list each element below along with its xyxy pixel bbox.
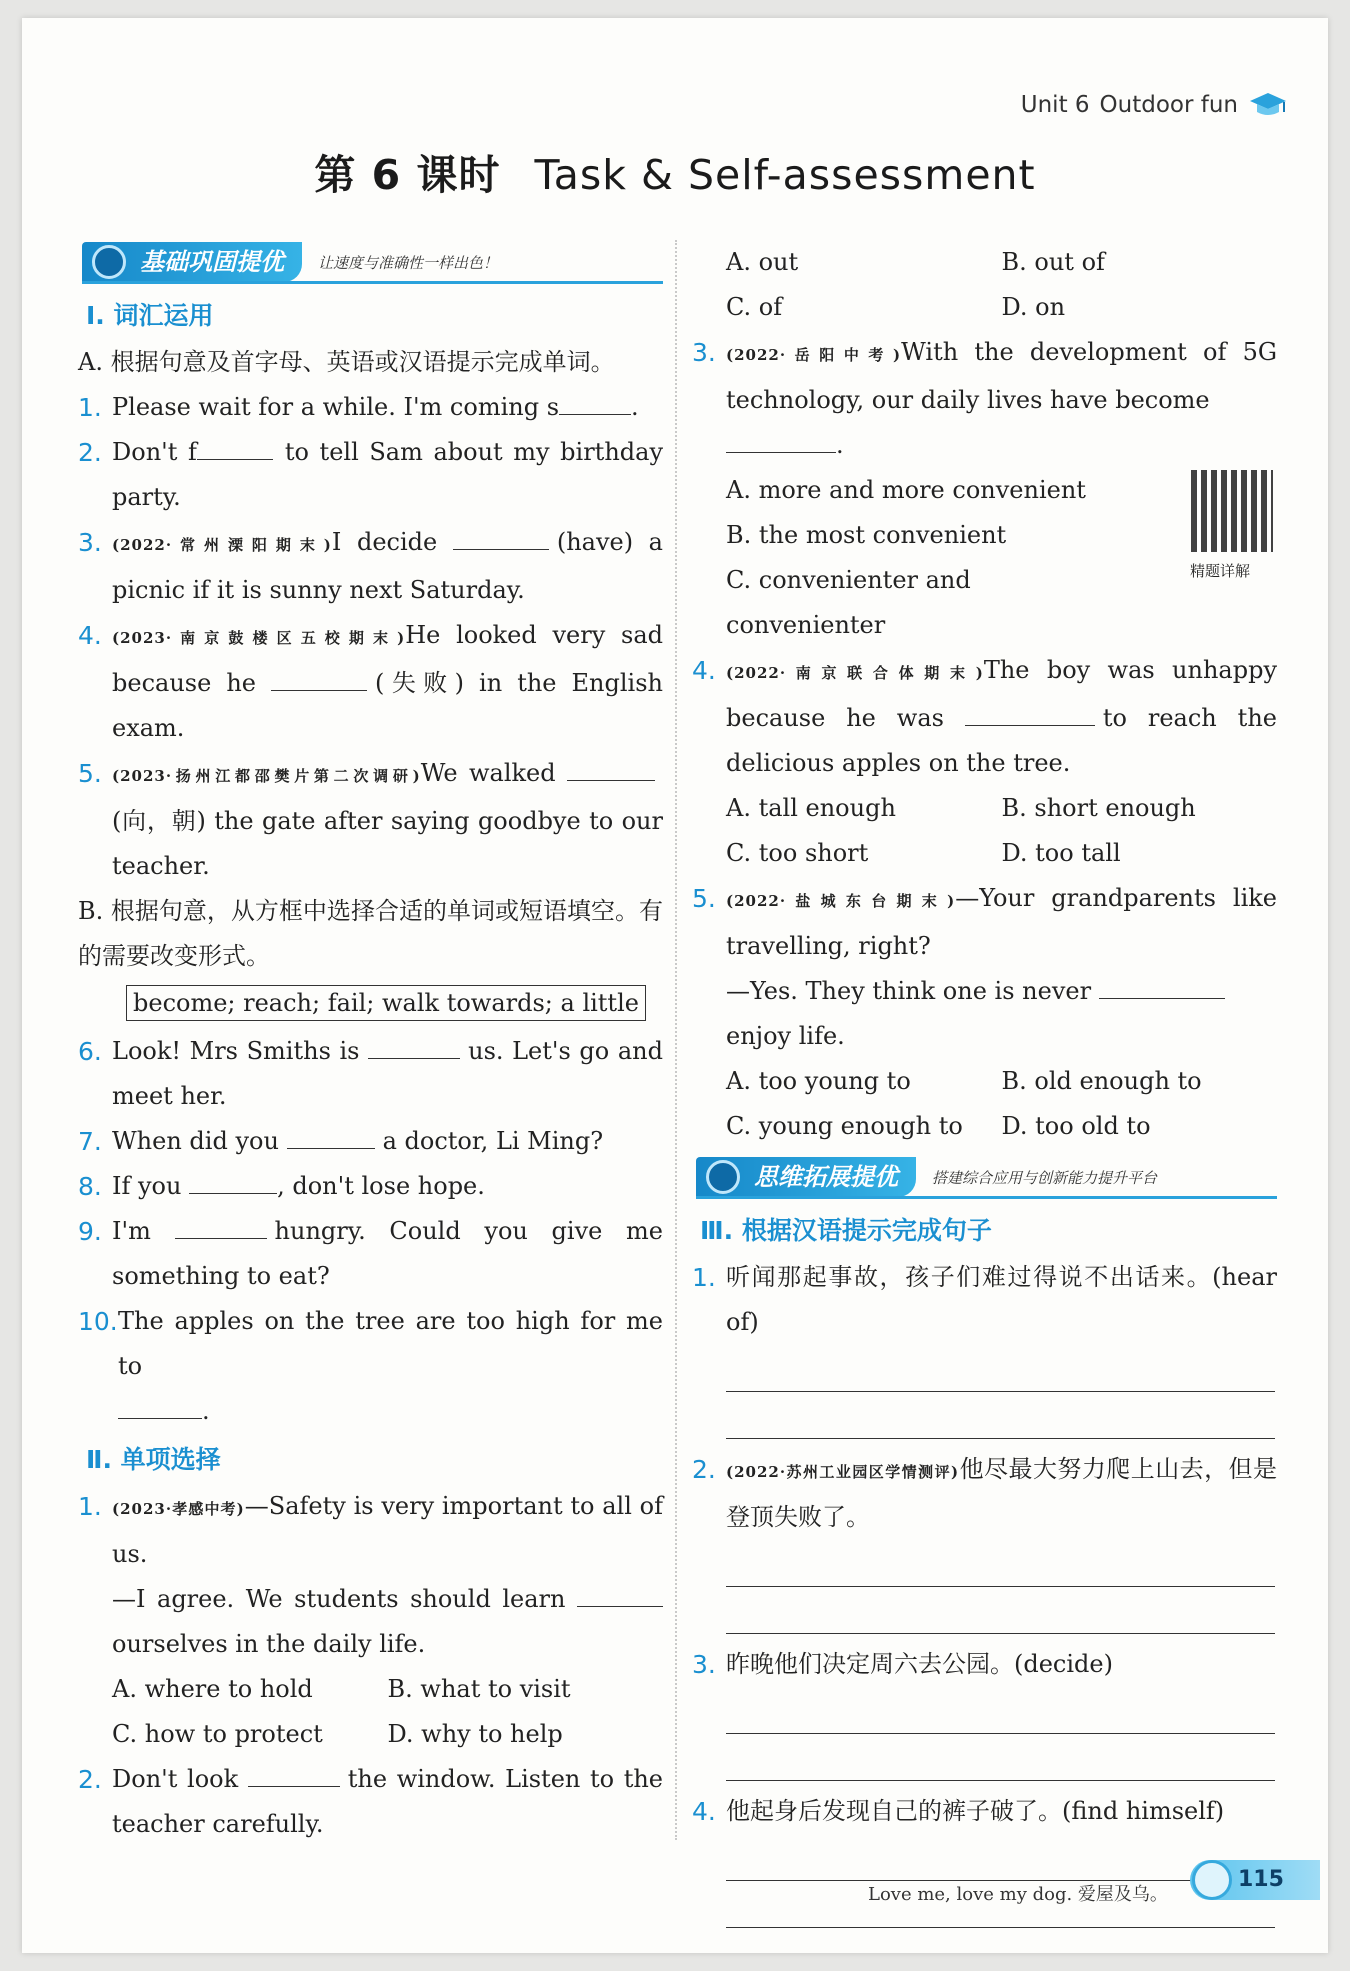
answer-blank[interactable] [559, 389, 631, 415]
mc2-options [692, 240, 1277, 330]
extension-section-banner [696, 1155, 1277, 1199]
answer-blank[interactable] [965, 700, 1095, 726]
answer-blank[interactable] [118, 1393, 202, 1419]
mc-question-5: 5. (2022·盐城东台期末)—Your grandparents like travelling, right? —Yes. They think one is never enjoy life. [692, 884, 1277, 1050]
question-8: 8. If you , don't lose hope. [78, 1164, 663, 1209]
question-1: 1. Please wait for a while. I'm coming s . [78, 385, 663, 430]
answer-blank[interactable] [197, 434, 273, 460]
qr-label: 精题详解 [1190, 562, 1251, 580]
option-c[interactable]: C. too short [726, 839, 869, 867]
section-heading-choice: Ⅱ. 单项选择 [86, 1445, 221, 1474]
mc-question-2: 2. Don't look the window. Listen to the teacher carefully. [78, 1757, 663, 1847]
option-c[interactable]: C. of [726, 293, 783, 321]
option-a[interactable]: A. more and more convenient [726, 476, 1086, 504]
section-heading-vocab: Ⅰ. 词汇运用 [86, 301, 214, 330]
banner-label: 基础巩固提优 [140, 248, 284, 276]
spiral-icon [1192, 1860, 1232, 1900]
answer-blank[interactable] [368, 1033, 460, 1059]
banner-slogan: 让速度与准确性一样出色！ [318, 253, 499, 272]
left-column [78, 240, 663, 1847]
mc-question-3: 3. (2022·岳阳中考)With the development of 5G technology, our daily lives have become . [692, 338, 1278, 459]
option-b[interactable]: B. what to visit [387, 1675, 571, 1703]
banner-slogan: 搭建综合应用与创新能力提升平台 [932, 1168, 1158, 1187]
footer-motto: Love me, love my dog. 爱屋及乌。 [868, 1884, 1168, 1905]
option-d[interactable]: D. on [1001, 293, 1066, 321]
answer-line[interactable] [726, 1540, 1275, 1587]
question-10: 10. The apples on the tree are too high for me to . [78, 1307, 663, 1425]
question-4: 4. (2023·南京鼓楼区五校期末)He looked very sad because he (失败) in the English exam. [78, 621, 663, 742]
translation-2: 2. (2022·苏州工业园区学情测评)他尽最大努力爬上山去，但是登顶失败了。 [692, 1455, 1278, 1531]
option-b[interactable]: B. short enough [1001, 794, 1196, 822]
answer-blank[interactable] [567, 755, 655, 781]
option-a[interactable]: A. tall enough [726, 794, 896, 822]
answer-blank[interactable] [287, 1123, 375, 1149]
option-c[interactable]: C. convenienter and convenienter [726, 566, 971, 639]
answer-blank[interactable] [453, 524, 549, 550]
mc-question-1: 1. (2023·孝感中考)—Safety is very important to all of us. —I agree. We students should learn ourselves in the daily life. [78, 1492, 663, 1658]
option-c[interactable]: C. how to protect [112, 1720, 323, 1748]
mc1-options [78, 1667, 663, 1757]
question-6: 6. Look! Mrs Smiths is us. Let's go and meet her. [78, 1029, 663, 1119]
qr-code-icon[interactable] [1191, 470, 1273, 552]
word-box: become; reach; fail; walk towards; a little [126, 985, 646, 1021]
right-column [692, 240, 1277, 1928]
option-d[interactable]: D. too old to [1001, 1112, 1151, 1140]
page-title [0, 142, 1350, 201]
translation-4: 4. 他起身后发现自己的裤子破了。(find himself) [692, 1797, 1225, 1826]
basic-section-banner [82, 240, 663, 284]
answer-line[interactable] [726, 1392, 1275, 1439]
option-d[interactable]: D. why to help [387, 1720, 563, 1748]
unit-topic: Outdoor fun [1099, 92, 1238, 118]
question-9: 9. I'm hungry. Could you give me something to eat? [78, 1209, 663, 1299]
translation-1: 1. 听闻那起事故，孩子们难过得说不出话来。(hear of) [692, 1263, 1277, 1336]
question-7: 7. When did you a doctor, Li Ming? [78, 1119, 663, 1164]
answer-blank[interactable] [726, 427, 836, 453]
answer-line[interactable] [726, 1734, 1275, 1781]
page-number: 115 [1190, 1860, 1320, 1900]
answer-blank[interactable] [189, 1168, 277, 1194]
unit-header [1021, 90, 1288, 120]
mc4-options [692, 786, 1277, 876]
option-a[interactable]: A. out [726, 248, 799, 276]
graduation-cap-icon [1248, 90, 1288, 120]
option-a[interactable]: A. where to hold [112, 1675, 313, 1703]
section-heading-translation: Ⅲ. 根据汉语提示完成句子 [700, 1216, 992, 1245]
option-d[interactable]: D. too tall [1001, 839, 1121, 867]
answer-blank[interactable] [1099, 973, 1225, 999]
part-b-instruction: B. 根据句意，从方框中选择合适的单词或短语填空。有的需要改变形式。 [78, 897, 663, 970]
answer-line[interactable] [726, 1345, 1275, 1392]
atom-icon [706, 1160, 740, 1194]
option-b[interactable]: B. old enough to [1001, 1067, 1202, 1095]
unit-label: Unit 6 [1020, 92, 1090, 118]
lesson-name: Task & Self-assessment [534, 151, 1036, 199]
answer-blank[interactable] [271, 665, 367, 691]
mc3-options [692, 468, 1122, 648]
mc-question-4: 4. (2022·南京联合体期末)The boy was unhappy because he was to reach the delicious apples on the tree. [692, 656, 1278, 777]
question-2: 2. Don't f to tell Sam about my birthday party. [78, 430, 663, 520]
column-divider [675, 240, 677, 1840]
lesson-number: 第 6 课时 [314, 151, 501, 199]
answer-blank[interactable] [248, 1761, 340, 1787]
option-a[interactable]: A. too young to [726, 1067, 911, 1095]
translation-3: 3. 昨晚他们决定周六去公园。(decide) [692, 1650, 1113, 1679]
banner-label: 思维拓展提优 [754, 1163, 898, 1191]
option-b[interactable]: B. out of [1001, 248, 1105, 276]
answer-blank[interactable] [577, 1581, 663, 1607]
target-icon [92, 245, 126, 279]
option-c[interactable]: C. young enough to [726, 1112, 963, 1140]
mc5-options [692, 1059, 1277, 1149]
answer-line[interactable] [726, 1587, 1275, 1634]
question-5: 5. (2023·扬州江都邵樊片第二次调研)We walked (向，朝) the gate after saying goodbye to our teacher. [78, 751, 663, 889]
question-3: 3. (2022·常州溧阳期末)I decide (have) a picnic if it is sunny next Saturday. [78, 520, 663, 613]
part-a-instruction: A. 根据句意及首字母、英语或汉语提示完成单词。 [78, 348, 615, 376]
option-b[interactable]: B. the most convenient [726, 521, 1007, 549]
answer-blank[interactable] [175, 1213, 267, 1239]
answer-line[interactable] [726, 1687, 1275, 1734]
